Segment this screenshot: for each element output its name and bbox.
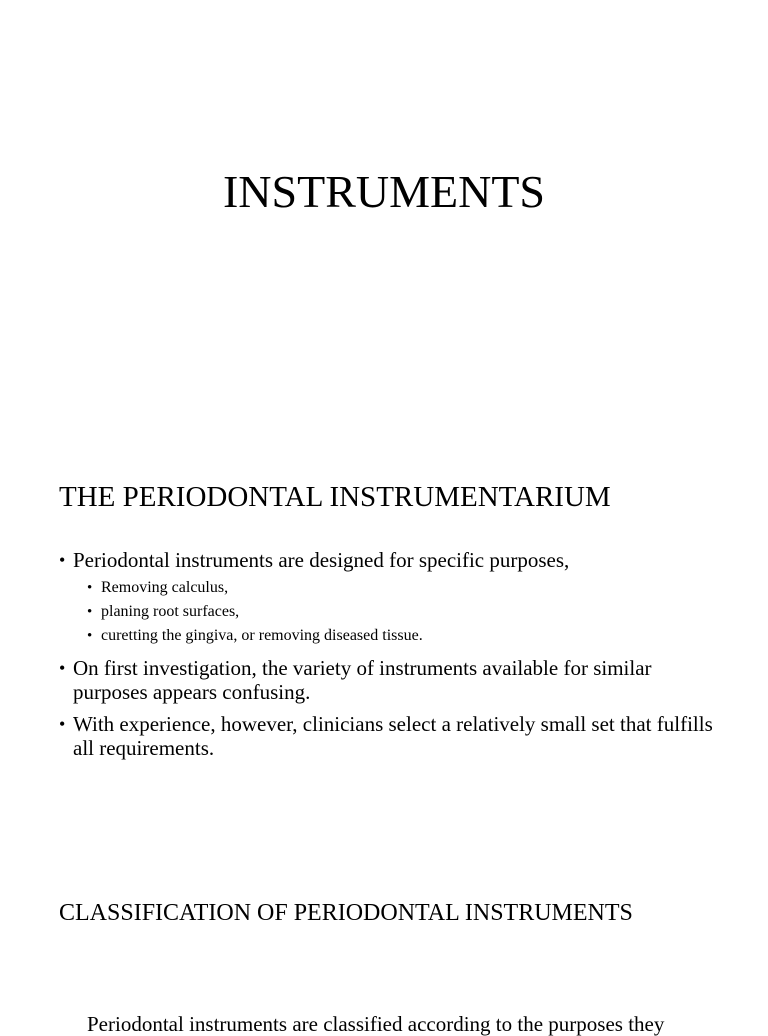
sub-bullet-item: • Removing calculus, [87, 576, 719, 600]
bullet-text: Periodontal instruments are designed for specific purposes, [73, 548, 570, 572]
bullet-list [59, 548, 719, 768]
sub-bullet-item: • curetting the gingiva, or removing diseased tissue. [87, 624, 719, 648]
bullet-item [59, 548, 719, 648]
section-heading-classification: CLASSIFICATION OF PERIODONTAL INSTRUMENTS [59, 900, 633, 926]
sub-bullet-list [73, 576, 719, 648]
bullet-item [59, 712, 719, 760]
partial-paragraph: Periodontal instruments are classified according to the purposes they [87, 1012, 665, 1036]
bullet-item [59, 656, 719, 704]
bullet-text: On first investigation, the variety of instruments available for similar purposes appears confusing. [73, 656, 652, 704]
sub-bullet-item: • planing root surfaces, [87, 600, 719, 624]
slide-title: INSTRUMENTS [222, 166, 546, 217]
bullet-text: With experience, however, clinicians select a relatively small set that fulfills all requirements. [73, 712, 713, 760]
section-heading-instrumentarium: THE PERIODONTAL INSTRUMENTARIUM [59, 481, 611, 513]
